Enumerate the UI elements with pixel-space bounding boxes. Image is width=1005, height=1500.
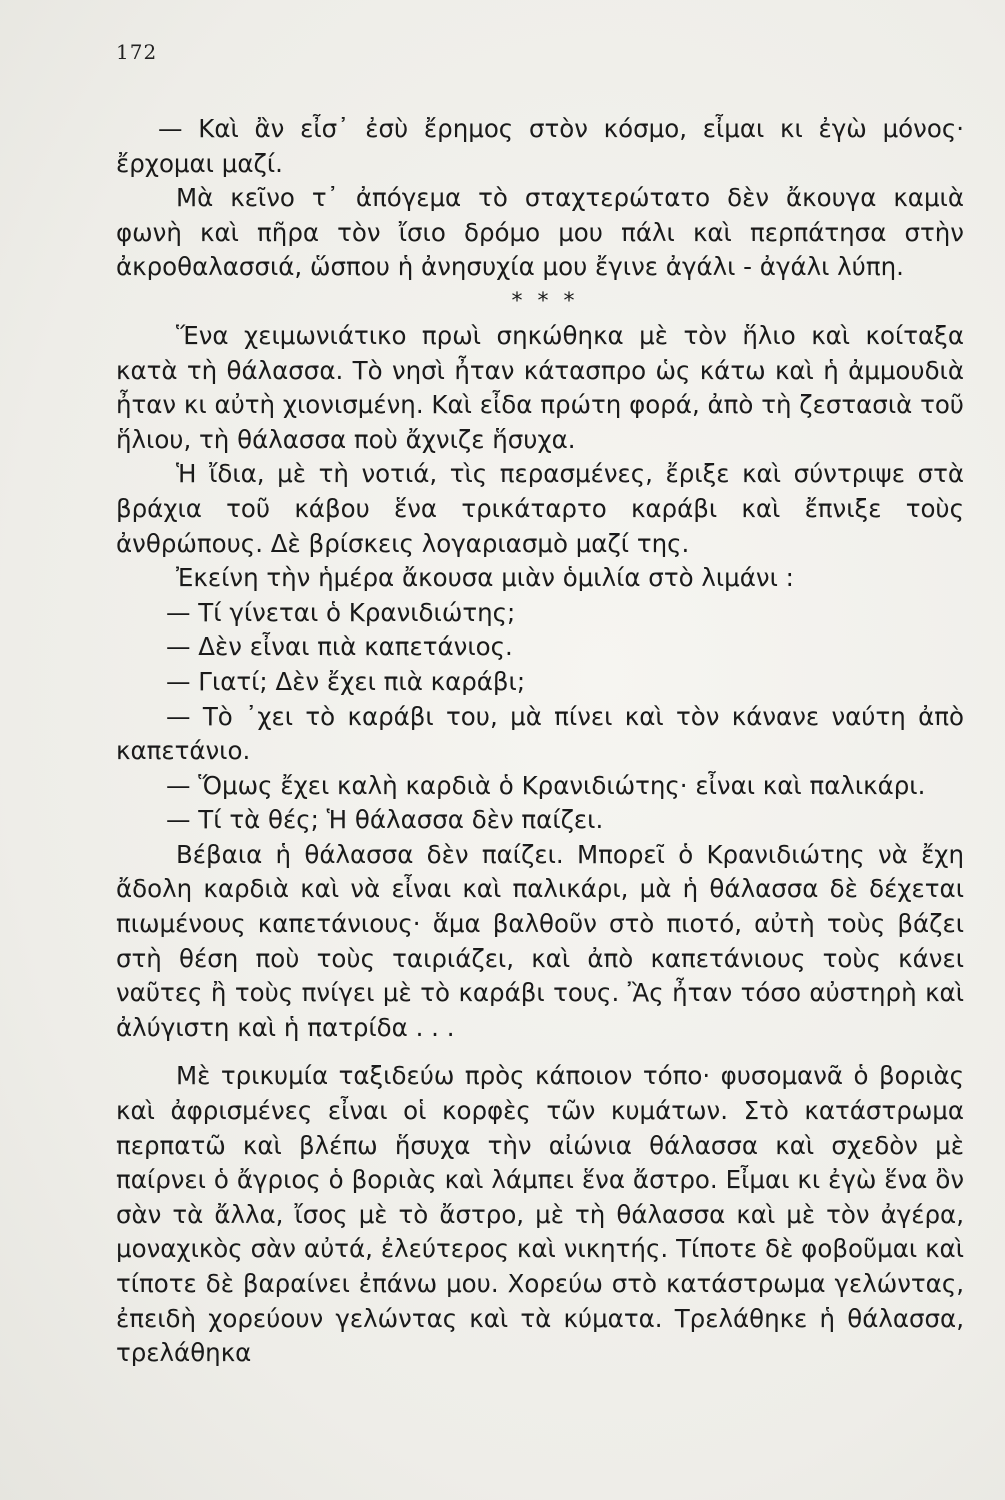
page-body <box>116 112 964 1371</box>
page-number: 172 <box>116 40 158 64</box>
paragraph: Βέβαια ἡ θάλασσα δὲν παίζει. Μπορεῖ ὁ Κρανιδιώτης νὰ ἔχη ἄδολη καρδιὰ καὶ νὰ εἶναι καὶ παλικάρι, μὰ ἡ θάλασσα δὲ δέχεται πιωμένους καπετάνιους· ἅμα βαλθοῦν στὸ πιοτό, αὐτὴ τοὺς βάζει στὴ θέση ποὺ τοὺς ταιριάζει, καὶ ἀπὸ καπετάνιους τοὺς κάνει ναῦτες ἢ τοὺς πνίγει μὲ τὸ καράβι τους. Ἂς ἦταν τόσο αὐστηρὴ καὶ ἀλύγιστη καὶ ἡ πατρίδα . . . <box>116 839 964 1042</box>
dialogue-line: — Τί γίνεται ὁ Κρανιδιώτης; <box>166 597 516 627</box>
dialogue-line: — Δὲν εἶναι πιὰ καπετάνιος. <box>166 632 513 662</box>
section-divider: * * * <box>511 288 579 314</box>
paragraph: — Καὶ ἂν εἶσ᾿ ἐσὺ ἔρημος στὸν κόσμο, εἶμαι κι ἐγὼ μόνος· ἔρχομαι μαζί. <box>116 114 964 178</box>
dialogue-line: — Γιατί; Δὲν ἔχει πιὰ καράβι; <box>166 666 526 696</box>
paragraph: Ἡ ἴδια, μὲ τὴ νοτιά, τὶς περασμένες, ἔριξε καὶ σύντριψε στὰ βράχια τοῦ κάβου ἕνα τρικάταρτο καράβι καὶ ἔπνιξε τοὺς ἀνθρώπους. Δὲ βρίσκεις λογαριασμὸ μαζί της. <box>116 459 964 558</box>
dialogue-line: — Τὸ ᾿χει τὸ καράβι του, μὰ πίνει καὶ τὸν κάνανε ναύτη ἀπὸ καπετάνιο. <box>116 701 964 766</box>
dialogue-line: — Τί τὰ θές; Ἡ θάλασσα δὲν παίζει. <box>166 805 604 835</box>
paragraph: Ἕνα χειμωνιάτικο πρωὶ σηκώθηκα μὲ τὸν ἥλιο καὶ κοίταξα κατὰ τὴ θάλασσα. Τὸ νησὶ ἦταν κάτασπρο ὡς κάτω καὶ ἡ ἀμμουδιὰ ἦταν κι αὐτὴ χιονισμένη. Καὶ εἶδα πρώτη φορά, ἀπὸ τὴ ζεστασιὰ τοῦ ἥλιου, τὴ θάλασσα ποὺ ἄχνιζε ἥσυχα. <box>116 320 964 454</box>
paragraph: Μὲ τρικυμία ταξιδεύω πρὸς κάποιον τόπο· φυσομανᾶ ὁ βοριὰς καὶ ἀφρισμένες εἶναι οἱ κορφὲς τῶν κυμάτων. Στὸ κατάστρωμα περπατῶ καὶ βλέπω ἥσυχα τὴν αἰώνια θάλασσα καὶ σχεδὸν μὲ παίρνει ὁ ἄγριος ὁ βοριὰς καὶ λάμπει ἕνα ἄστρο. Εἶμαι κι ἐγὼ ἕνα ὂν σὰν τὰ ἄλλα, ἴσος μὲ τὸ ἄστρο, μὲ τὴ θάλασσα καὶ μὲ τὸν ἀγέρα, μοναχικὸς σὰν αὐτά, ἐλεύτερος καὶ νικητής. Τίποτε δὲ φοβοῦμαι καὶ τίποτε δὲ βαραίνει ἐπάνω μου. Χορεύω στὸ κατάστρωμα γελώντας, ἐπειδὴ χορεύουν γελώντας καὶ τὰ κύματα. Τρελάθηκε ἡ θάλασσα, τρελάθηκα <box>116 1061 964 1368</box>
paragraph: Ἐκείνη τὴν ἡμέρα ἄκουσα μιὰν ὁμιλία στὸ λιμάνι : <box>176 563 794 593</box>
dialogue-line: — Ὅμως ἔχει καλὴ καρδιὰ ὁ Κρανιδιώτης· εἶναι καὶ παλικάρι. <box>166 770 926 800</box>
paragraph: Μὰ κεῖνο τ᾿ ἀπόγεμα τὸ σταχτερώτατο δὲν ἄκουγα καμιὰ φωνὴ καὶ πῆρα τὸν ἴσιο δρόμο μου πάλι καὶ περπάτησα στὴν ἀκροθαλασσιά, ὥσπου ἡ ἀνησυχία μου ἔγινε ἀγάλι - ἀγάλι λύπη. <box>116 183 964 282</box>
